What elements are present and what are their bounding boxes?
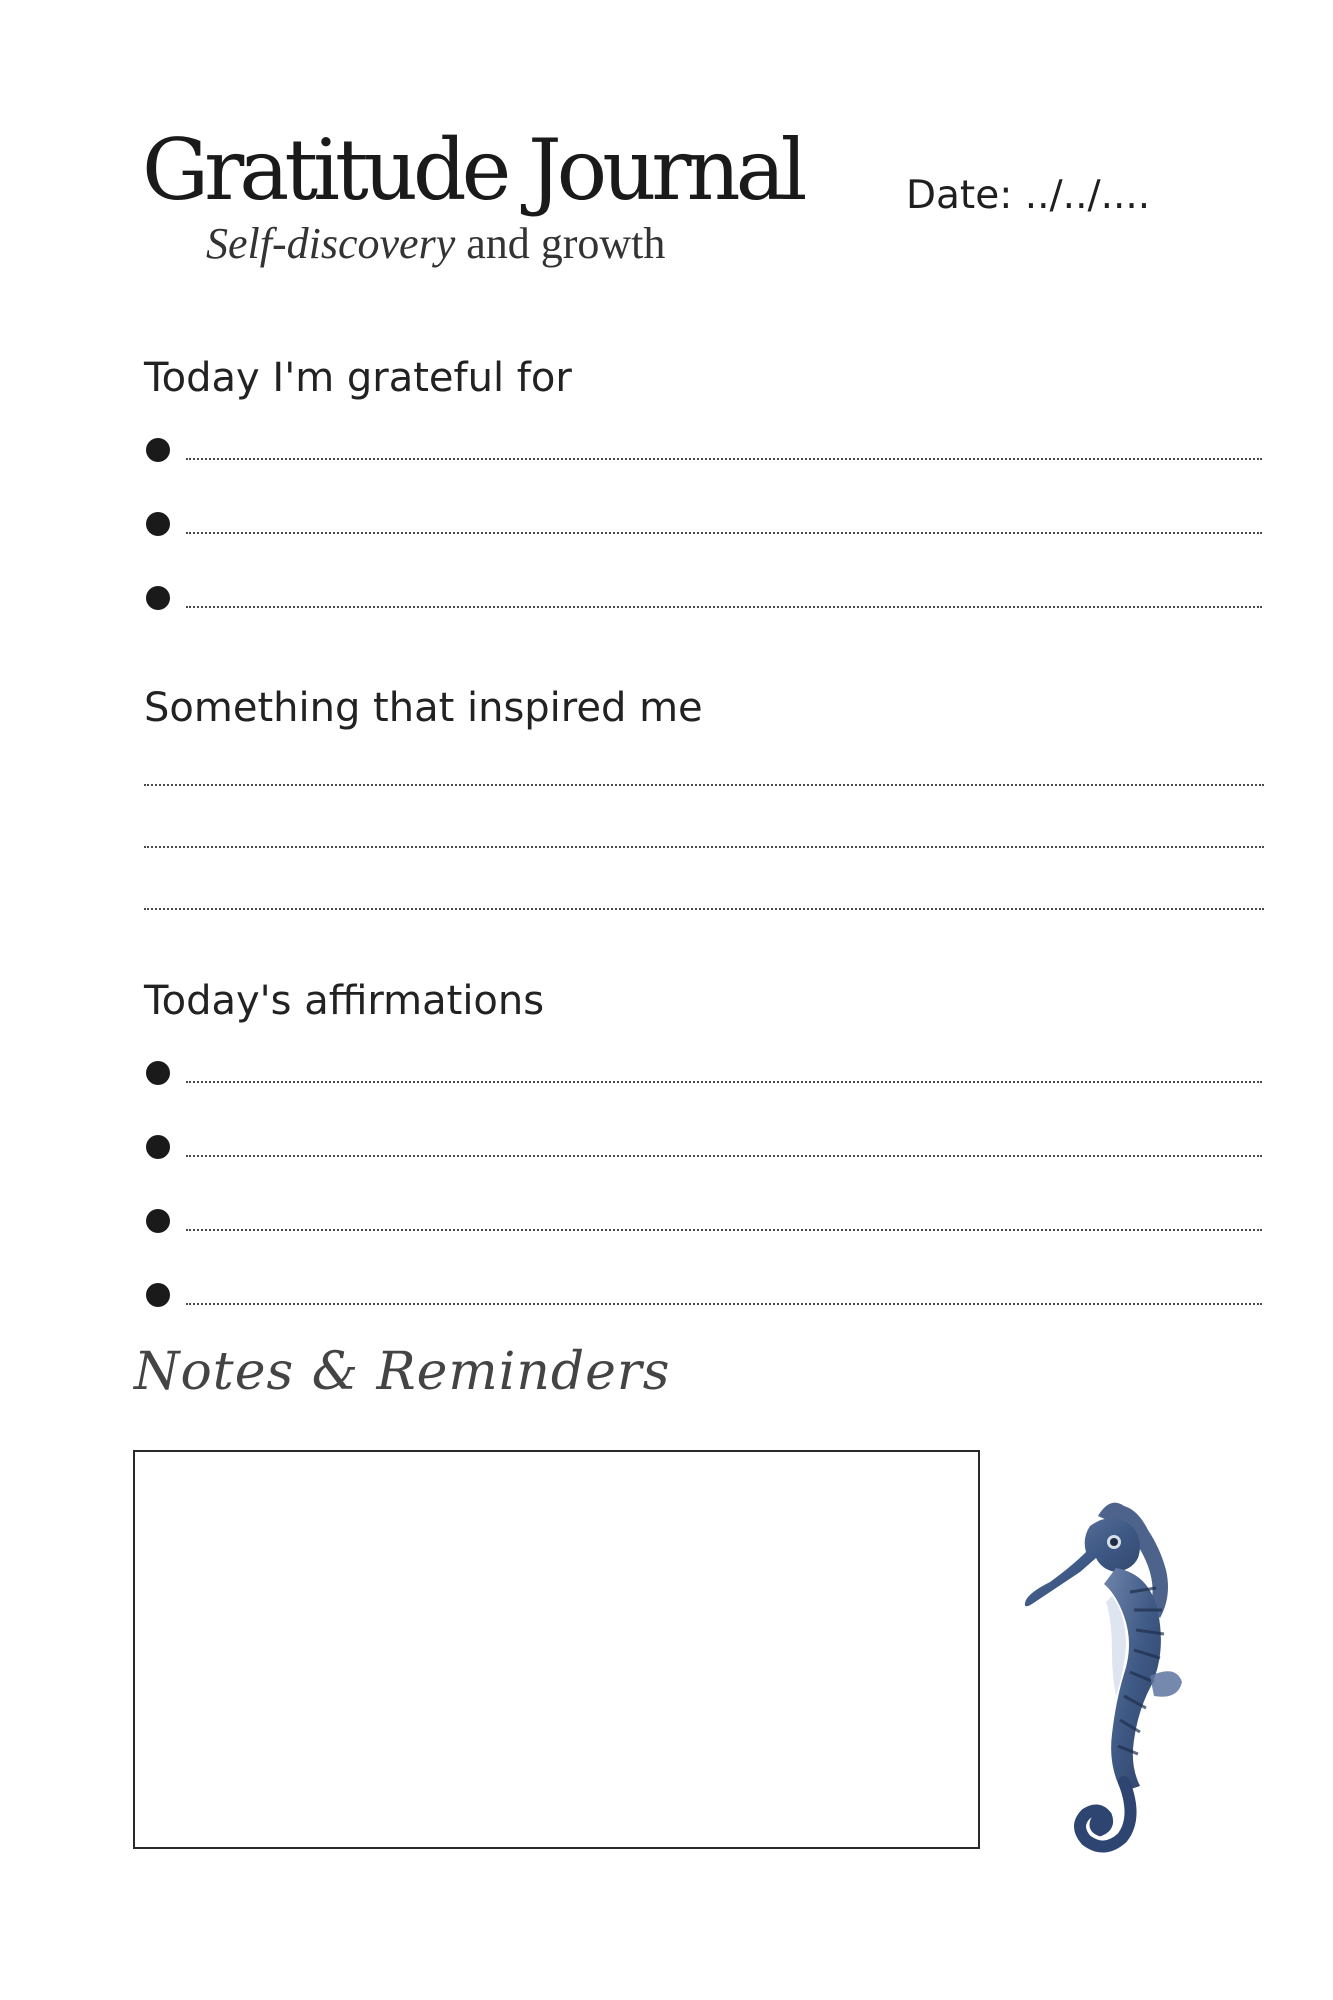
bullet-dot [146,1283,170,1307]
affirmations-heading: Today's affirmations [144,978,545,1024]
writing-line [186,1303,1262,1305]
bullet-dot [146,512,170,536]
inspired-line[interactable] [144,784,1264,786]
page-subtitle [206,219,666,268]
subtitle-italic: Self-discovery [206,219,456,268]
date-field[interactable]: Date: ../../.... [906,173,1151,218]
seahorse-icon [1020,1496,1220,1858]
affirmation-item[interactable] [144,1281,1262,1311]
grateful-item[interactable] [144,584,1262,614]
inspired-line[interactable] [144,908,1264,910]
grateful-heading: Today I'm grateful for [144,355,572,401]
affirmation-item[interactable] [144,1207,1262,1237]
page-title: Gratitude Journal [142,121,803,219]
writing-line [186,1155,1262,1157]
affirmation-item[interactable] [144,1133,1262,1163]
subtitle-rest: and growth [455,219,666,268]
writing-line [186,606,1262,608]
grateful-item[interactable] [144,510,1262,540]
writing-line [186,532,1262,534]
bullet-dot [146,1209,170,1233]
bullet-dot [146,586,170,610]
affirmation-item[interactable] [144,1059,1262,1089]
bullet-dot [146,1135,170,1159]
inspired-line[interactable] [144,846,1264,848]
notes-heading: Notes & Reminders [134,1342,671,1402]
grateful-item[interactable] [144,436,1262,466]
writing-line [186,1229,1262,1231]
notes-box[interactable] [133,1450,980,1849]
writing-line [186,1081,1262,1083]
writing-line [186,458,1262,460]
bullet-dot [146,1061,170,1085]
inspired-heading: Something that inspired me [144,685,703,731]
bullet-dot [146,438,170,462]
